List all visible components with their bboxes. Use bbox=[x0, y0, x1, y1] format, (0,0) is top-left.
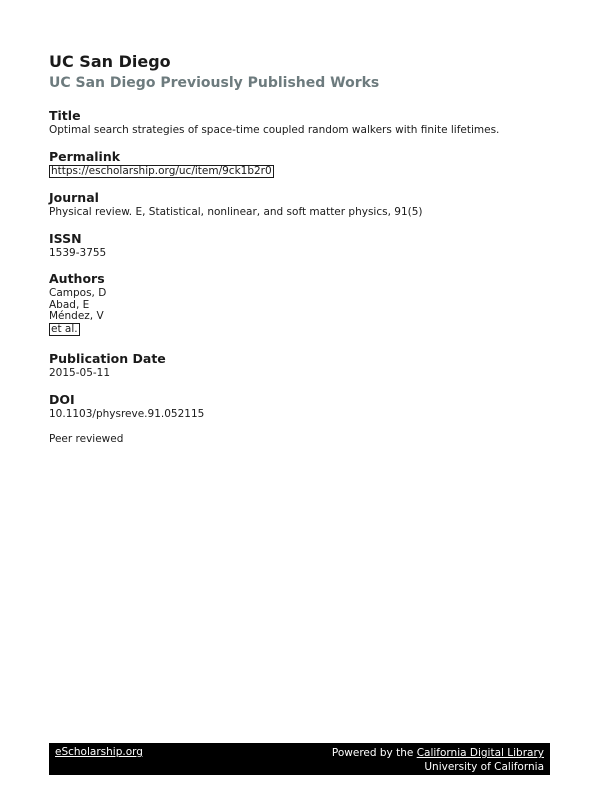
cover-page bbox=[49, 52, 549, 445]
authors-label: Authors bbox=[49, 271, 105, 286]
publication-date-value: 2015-05-11 bbox=[49, 367, 111, 379]
permalink-field bbox=[49, 149, 274, 178]
escholarship-link[interactable]: eScholarship.org bbox=[55, 746, 143, 758]
footer-bar bbox=[49, 743, 550, 775]
journal-field bbox=[49, 190, 423, 219]
issn-field bbox=[49, 231, 106, 260]
permalink-label: Permalink bbox=[49, 149, 121, 164]
doi-field bbox=[49, 392, 204, 421]
more-authors-link[interactable]: et al. bbox=[51, 322, 78, 335]
issn-label: ISSN bbox=[49, 231, 82, 246]
publication-date-field bbox=[49, 351, 166, 380]
footer-credits bbox=[332, 746, 544, 774]
doi-label: DOI bbox=[49, 392, 75, 407]
university-name: University of California bbox=[424, 761, 544, 773]
title-label: Title bbox=[49, 108, 81, 123]
peer-status: Peer reviewed bbox=[49, 433, 124, 445]
issn-value: 1539-3755 bbox=[49, 247, 107, 259]
institution-name: UC San Diego bbox=[49, 52, 171, 71]
journal-label: Journal bbox=[49, 190, 99, 205]
series-name: UC San Diego Previously Published Works bbox=[49, 75, 380, 91]
author-item: Campos, D bbox=[49, 287, 107, 299]
authors-field bbox=[49, 271, 106, 336]
title-value: Optimal search strategies of space-time coupled random walkers with finite lifetimes. bbox=[49, 124, 500, 136]
powered-by-text: Powered by the bbox=[331, 747, 414, 759]
authors-list bbox=[49, 288, 106, 336]
publication-date-label: Publication Date bbox=[49, 351, 166, 366]
doi-value: 10.1103/physreve.91.052115 bbox=[49, 408, 205, 420]
peer-status-field bbox=[49, 432, 123, 446]
permalink-link[interactable]: https://escholarship.org/uc/item/9ck1b2r0 bbox=[51, 165, 272, 177]
author-item: Méndez, V bbox=[49, 310, 104, 322]
cdl-link[interactable]: California Digital Library bbox=[416, 747, 544, 759]
title-field bbox=[49, 108, 499, 137]
journal-value: Physical review. E, Statistical, nonlinear, and soft matter physics, 91(5) bbox=[49, 206, 423, 218]
author-item: Abad, E bbox=[49, 298, 90, 311]
